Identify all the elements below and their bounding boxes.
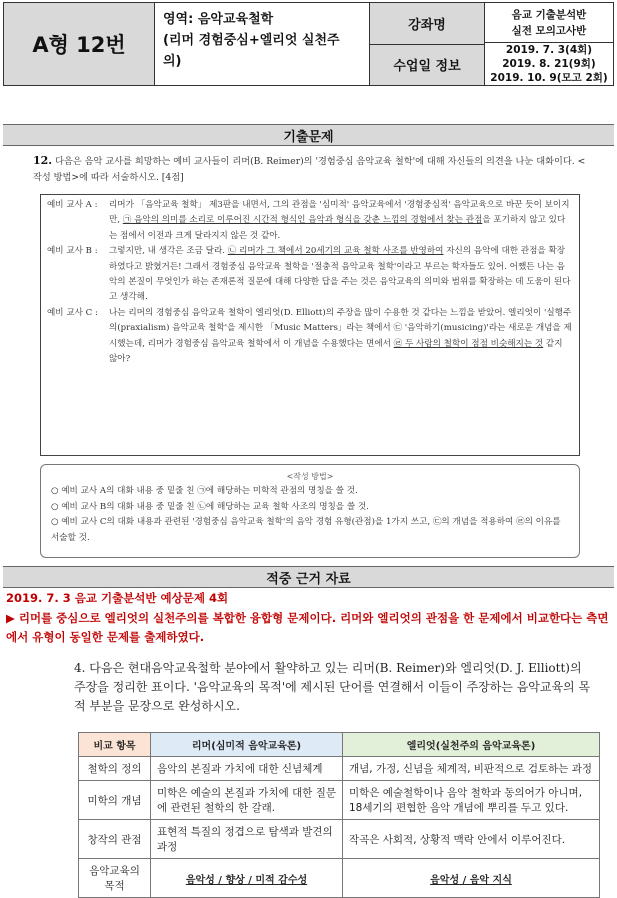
question-number: 12.: [33, 154, 53, 167]
elliott-cell: 작곡은 사회적, 상황적 맥락 안에서 이루어진다.: [343, 820, 600, 859]
evidence-note: ▶ 리머를 중심으로 엘리엇의 실천주의를 복합한 융합형 문제이다. 리머와 엘리엇의 관점을 한 문제에서 비교한다는 측면에서 유형이 동일한 문제를 출제하였다.: [6, 611, 609, 644]
lecture-label: 강좌명: [370, 3, 484, 45]
reimer-cell: 미학은 예술의 본질과 가치에 대한 질문에 관련된 철학의 한 갈래.: [151, 781, 343, 820]
topic-line: 영역: 음악교육철학: [163, 12, 274, 27]
condition-item: ○ 예비 교사 B의 대화 내용 중 밑줄 친 ㉡에 해당하는 교육 철학 사조의 명칭을 쓸 것.: [51, 501, 369, 512]
col-header-item: 비교 항목: [79, 733, 151, 757]
dialogue-text: [109, 198, 573, 244]
lecture-name: 실전 모의고사반: [511, 24, 587, 37]
underlined-phrase: ㉣ 두 사람의 철학이 점점 비슷해지는 것: [393, 338, 544, 349]
dialogue-fragment: 나는 리머의 경험중심 음악교육 철학이 엘리엇(D. Elliott)의 주장을 많이 수용한 것 같다는 느낌을 받았어. 엘리엇이 '실행주의(praxialism) 음악교육 철학'을 제시한 「Music Matters」라는 책에서 ㉢ '음악하기(musicing)'라는 새로운 개념을 제시했는데, 리머가 경험중심 음악교육 철학에서 이 개념을 수용했다는 면에서: [109, 307, 572, 349]
dialogue-speaker: 예비 교사 C :: [47, 307, 98, 318]
evidence-section-title: 적중 근거 자료: [3, 566, 614, 588]
dialogue-fragment: 자신의 음악에 대한 관점을 확장하였다고 밝혔거든! 그래서 경험중심 음악교육 철학을 '절충적 음악교육 철학'이라고 부르는 학자들도 있어. 어쨌든 나는 음악의 본질이 무엇인가 하는 존재론적 질문에 대해 다양한 답을 주는 것은 음악교육의 의미와 범위를 확장하는 데 도움이 된다고 생각해.: [109, 246, 571, 303]
table-row: [79, 820, 600, 859]
col-header-elliott: 엘리엇(실천주의 음악교육론): [343, 733, 600, 757]
topic-line: (리머 경험중심+엘리엇 실천주: [163, 33, 340, 48]
conditions-box: [40, 464, 580, 558]
evidence-date: 2019. 7. 3 음교 기출분석반 예상문제 4회: [6, 591, 229, 605]
dialogue-entry: [47, 306, 573, 368]
dialogue-fragment: 을 포기하지 않고 있다는 점에서 이전과 크게 달라지지 않은 것 같아.: [109, 215, 566, 241]
condition-item: ○ 예비 교사 C의 대화 내용과 관련된 '경험중심 음악교육 철학'의 음악 경험 유형(관점)을 1가지 쓰고, ㉢의 개념을 적용하여 ㉣의 이유를 서술할 것.: [51, 517, 561, 543]
exam-section-title: 기출문제: [3, 124, 614, 146]
topic-line: 의): [163, 54, 182, 69]
dialogue-entry: [47, 244, 573, 306]
row-label: 철학의 정의: [79, 757, 151, 781]
question-id: A형 12번: [4, 3, 155, 85]
reimer-cell: 표현적 특질의 정겹으로 탐색과 발견의 과정: [151, 820, 343, 859]
table-row: [79, 781, 600, 820]
lecture-names: [485, 3, 613, 43]
elliott-cell: 미학은 예술철학이나 음악 철학과 동의어가 아니며, 18세기의 편협한 음악 개념에 뿌리를 두고 있다.: [343, 781, 600, 820]
underlined-phrase: ㉡ 리머가 그 책에서 20세기의 교육 철학 사조를 반영하여: [227, 246, 444, 257]
col-header-reimer: 리머(심미적 음악교육론): [151, 733, 343, 757]
class-info-label: 수업일 정보: [370, 45, 484, 86]
question-stem: [33, 153, 593, 186]
evidence-problem: 4. 다음은 현대음악교육철학 분야에서 활약하고 있는 리머(B. Reimer)와 엘리엇(D. J. Elliott)의 주장을 정리한 표이다. '음악교육의 목적'에 제시된 단어를 연결해서 이들이 주장하는 음악교육의 목적 부분을 문장으로 완성하시오.: [74, 661, 591, 713]
class-date: 2019. 7. 3(4회): [505, 44, 593, 56]
class-date: 2019. 10. 9(모고 2회): [490, 72, 608, 84]
reimer-cell: 음악의 본질과 가치에 대한 신념체계: [151, 757, 343, 781]
elliott-cell: 개념, 가정, 신념을 체계적, 비판적으로 검토하는 과정: [343, 757, 600, 781]
dialogue-speaker: 예비 교사 B :: [47, 246, 98, 257]
dialogue-fragment: 같지 않아?: [109, 338, 563, 365]
dialogue-box: [40, 194, 580, 456]
dialogue-speaker: 예비 교사 A :: [47, 200, 98, 210]
row-label: 창작의 관점: [79, 820, 151, 859]
class-date: 2019. 8. 21(9회): [502, 58, 596, 70]
dialogue-fragment: 그렇지만, 내 생각은 조금 달라.: [109, 246, 228, 257]
table-row: [79, 757, 600, 781]
class-dates: [485, 43, 613, 85]
dialogue-text: [109, 244, 573, 306]
conditions-title: <작성 방법>: [286, 472, 334, 481]
document-header: [3, 2, 614, 86]
row-label: 미학의 개념: [79, 781, 151, 820]
elliott-cell: 음악성 / 음악 지식: [343, 859, 600, 898]
condition-item: ○ 예비 교사 A의 대화 내용 중 밑줄 친 ㉠에 해당하는 미학적 관점의 명칭을 쓸 것.: [51, 486, 358, 497]
reimer-cell: 음악성 / 향상 / 미적 감수성: [151, 859, 343, 898]
table-header-row: [79, 733, 600, 757]
header-labels: [370, 3, 485, 85]
dialogue-text: [109, 306, 573, 368]
underlined-phrase: ㉠ 음악의 의미를 소리로 이루어진 시간적 형식인 음악과 형식을 갖춘 느낌의 경험에서 찾는 관점: [122, 215, 483, 226]
lecture-name: 음교 기출분석반: [511, 8, 587, 21]
dialogue-entry: [47, 198, 573, 244]
topic-area: [155, 3, 370, 85]
header-values: [485, 3, 613, 85]
comparison-table: [78, 732, 600, 898]
row-label: 음악교육의 목적: [79, 859, 151, 898]
question-text: 다음은 음악 교사를 희망하는 예비 교사들이 리머(B. Reimer)의 '경험중심 음악교육 철학'에 대해 자신들의 의견을 나눈 대화이다. <작성 방법>에 따라 서술하시오. [4점]: [33, 156, 586, 183]
table-row: [79, 859, 600, 898]
dialogue-fragment: 리머가 「음악교육 철학」 제3판을 내면서, 그의 관점을 '심미적' 음악교육에서 '경험중심적' 음악교육으로 바꾼 듯이 보이지만,: [109, 200, 570, 226]
